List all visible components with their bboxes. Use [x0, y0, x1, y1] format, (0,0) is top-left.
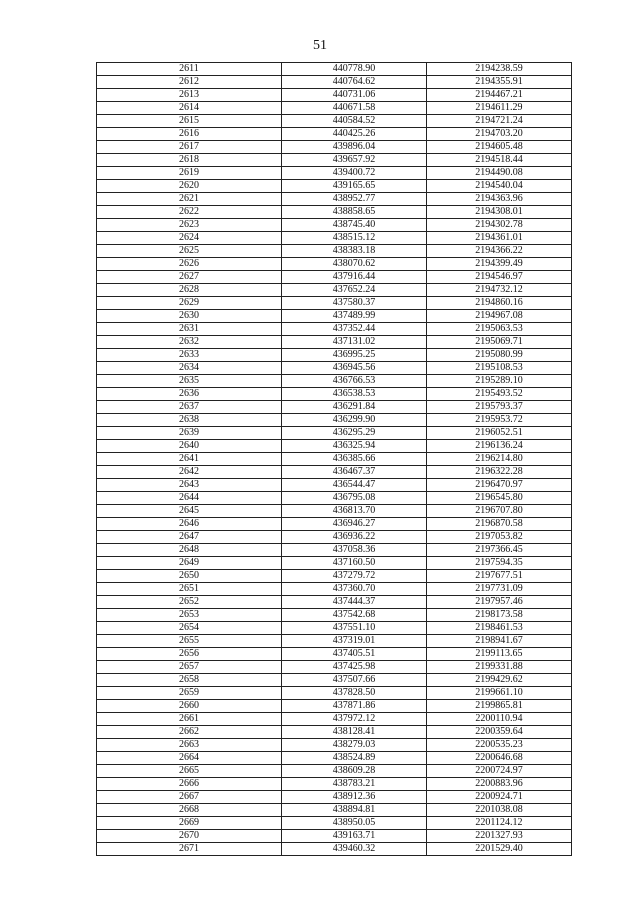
point-number-cell: 2659: [97, 687, 282, 700]
table-row: [97, 206, 572, 219]
point-number-cell: 2632: [97, 336, 282, 349]
table-row: [97, 128, 572, 141]
y-coordinate-cell: 2198941.67: [427, 635, 572, 648]
y-coordinate-cell: 2199865.81: [427, 700, 572, 713]
table-row: [97, 102, 572, 115]
x-coordinate-cell: 438609.28: [282, 765, 427, 778]
point-number-cell: 2656: [97, 648, 282, 661]
x-coordinate-cell: 437507.66: [282, 674, 427, 687]
point-number-cell: 2660: [97, 700, 282, 713]
y-coordinate-cell: 2196214.80: [427, 453, 572, 466]
y-coordinate-cell: 2194721.24: [427, 115, 572, 128]
table-row: [97, 700, 572, 713]
point-number-cell: 2650: [97, 570, 282, 583]
point-number-cell: 2613: [97, 89, 282, 102]
y-coordinate-cell: 2194366.22: [427, 245, 572, 258]
x-coordinate-cell: 436995.25: [282, 349, 427, 362]
y-coordinate-cell: 2196707.80: [427, 505, 572, 518]
y-coordinate-cell: 2200646.68: [427, 752, 572, 765]
table-row: [97, 531, 572, 544]
point-number-cell: 2641: [97, 453, 282, 466]
x-coordinate-cell: 437828.50: [282, 687, 427, 700]
x-coordinate-cell: 438524.89: [282, 752, 427, 765]
point-number-cell: 2669: [97, 817, 282, 830]
x-coordinate-cell: 437972.12: [282, 713, 427, 726]
x-coordinate-cell: 439165.65: [282, 180, 427, 193]
point-number-cell: 2624: [97, 232, 282, 245]
table-row: [97, 310, 572, 323]
x-coordinate-cell: 438279.03: [282, 739, 427, 752]
y-coordinate-cell: 2197731.09: [427, 583, 572, 596]
y-coordinate-cell: 2194546.97: [427, 271, 572, 284]
point-number-cell: 2626: [97, 258, 282, 271]
point-number-cell: 2651: [97, 583, 282, 596]
point-number-cell: 2631: [97, 323, 282, 336]
y-coordinate-cell: 2201124.12: [427, 817, 572, 830]
x-coordinate-cell: 436295.29: [282, 427, 427, 440]
table-row: [97, 518, 572, 531]
point-number-cell: 2639: [97, 427, 282, 440]
table-row: [97, 167, 572, 180]
x-coordinate-cell: 439460.32: [282, 843, 427, 856]
x-coordinate-cell: 437405.51: [282, 648, 427, 661]
point-number-cell: 2637: [97, 401, 282, 414]
point-number-cell: 2665: [97, 765, 282, 778]
table-row: [97, 713, 572, 726]
y-coordinate-cell: 2197053.82: [427, 531, 572, 544]
point-number-cell: 2623: [97, 219, 282, 232]
x-coordinate-cell: 438952.77: [282, 193, 427, 206]
y-coordinate-cell: 2194860.16: [427, 297, 572, 310]
point-number-cell: 2621: [97, 193, 282, 206]
table-row: [97, 583, 572, 596]
point-number-cell: 2612: [97, 76, 282, 89]
y-coordinate-cell: 2194308.01: [427, 206, 572, 219]
y-coordinate-cell: 2197677.51: [427, 570, 572, 583]
y-coordinate-cell: 2200924.71: [427, 791, 572, 804]
table-row: [97, 674, 572, 687]
point-number-cell: 2642: [97, 466, 282, 479]
table-row: [97, 635, 572, 648]
x-coordinate-cell: 437279.72: [282, 570, 427, 583]
table-row: [97, 414, 572, 427]
point-number-cell: 2620: [97, 180, 282, 193]
x-coordinate-cell: 437551.10: [282, 622, 427, 635]
y-coordinate-cell: 2195289.10: [427, 375, 572, 388]
y-coordinate-cell: 2201327.93: [427, 830, 572, 843]
table-row: [97, 258, 572, 271]
y-coordinate-cell: 2196470.97: [427, 479, 572, 492]
y-coordinate-cell: 2195069.71: [427, 336, 572, 349]
point-number-cell: 2640: [97, 440, 282, 453]
x-coordinate-cell: 438858.65: [282, 206, 427, 219]
x-coordinate-cell: 440778.90: [282, 63, 427, 76]
point-number-cell: 2652: [97, 596, 282, 609]
table-row: [97, 505, 572, 518]
x-coordinate-cell: 438383.18: [282, 245, 427, 258]
y-coordinate-cell: 2194238.59: [427, 63, 572, 76]
point-number-cell: 2629: [97, 297, 282, 310]
y-coordinate-cell: 2196545.80: [427, 492, 572, 505]
x-coordinate-cell: 437580.37: [282, 297, 427, 310]
y-coordinate-cell: 2196322.28: [427, 466, 572, 479]
table-row: [97, 401, 572, 414]
x-coordinate-cell: 439896.04: [282, 141, 427, 154]
x-coordinate-cell: 439657.92: [282, 154, 427, 167]
x-coordinate-cell: 436936.22: [282, 531, 427, 544]
x-coordinate-cell: 436291.84: [282, 401, 427, 414]
table-row: [97, 115, 572, 128]
point-number-cell: 2644: [97, 492, 282, 505]
point-number-cell: 2614: [97, 102, 282, 115]
table-row: [97, 219, 572, 232]
table-row: [97, 596, 572, 609]
x-coordinate-cell: 436385.66: [282, 453, 427, 466]
table-row: [97, 349, 572, 362]
y-coordinate-cell: 2198461.53: [427, 622, 572, 635]
x-coordinate-cell: 437360.70: [282, 583, 427, 596]
x-coordinate-cell: 440764.62: [282, 76, 427, 89]
x-coordinate-cell: 438912.36: [282, 791, 427, 804]
point-number-cell: 2616: [97, 128, 282, 141]
x-coordinate-cell: 440671.58: [282, 102, 427, 115]
table-row: [97, 739, 572, 752]
point-number-cell: 2630: [97, 310, 282, 323]
point-number-cell: 2619: [97, 167, 282, 180]
y-coordinate-cell: 2196052.51: [427, 427, 572, 440]
x-coordinate-cell: 436946.27: [282, 518, 427, 531]
point-number-cell: 2671: [97, 843, 282, 856]
table-row: [97, 440, 572, 453]
table-row: [97, 765, 572, 778]
x-coordinate-cell: 437425.98: [282, 661, 427, 674]
x-coordinate-cell: 437489.99: [282, 310, 427, 323]
table-row: [97, 479, 572, 492]
y-coordinate-cell: 2197594.35: [427, 557, 572, 570]
table-row: [97, 778, 572, 791]
point-number-cell: 2645: [97, 505, 282, 518]
y-coordinate-cell: 2200724.97: [427, 765, 572, 778]
y-coordinate-cell: 2199429.62: [427, 674, 572, 687]
point-number-cell: 2636: [97, 388, 282, 401]
y-coordinate-cell: 2194611.29: [427, 102, 572, 115]
table-row: [97, 427, 572, 440]
table-row: [97, 284, 572, 297]
point-number-cell: 2668: [97, 804, 282, 817]
y-coordinate-cell: 2194518.44: [427, 154, 572, 167]
y-coordinate-cell: 2194399.49: [427, 258, 572, 271]
table-row: [97, 544, 572, 557]
y-coordinate-cell: 2194703.20: [427, 128, 572, 141]
point-number-cell: 2627: [97, 271, 282, 284]
point-number-cell: 2615: [97, 115, 282, 128]
y-coordinate-cell: 2200359.64: [427, 726, 572, 739]
y-coordinate-cell: 2201529.40: [427, 843, 572, 856]
table-row: [97, 180, 572, 193]
y-coordinate-cell: 2200110.94: [427, 713, 572, 726]
table-row: [97, 804, 572, 817]
table-row: [97, 726, 572, 739]
y-coordinate-cell: 2194540.04: [427, 180, 572, 193]
x-coordinate-cell: 436467.37: [282, 466, 427, 479]
table-row: [97, 375, 572, 388]
x-coordinate-cell: 439163.71: [282, 830, 427, 843]
x-coordinate-cell: 437319.01: [282, 635, 427, 648]
y-coordinate-cell: 2199331.88: [427, 661, 572, 674]
table-row: [97, 752, 572, 765]
coordinates-table-body: [97, 63, 572, 856]
x-coordinate-cell: 437444.37: [282, 596, 427, 609]
table-row: [97, 687, 572, 700]
y-coordinate-cell: 2197366.45: [427, 544, 572, 557]
x-coordinate-cell: 437652.24: [282, 284, 427, 297]
x-coordinate-cell: 436325.94: [282, 440, 427, 453]
table-row: [97, 193, 572, 206]
x-coordinate-cell: 436813.70: [282, 505, 427, 518]
point-number-cell: 2661: [97, 713, 282, 726]
point-number-cell: 2638: [97, 414, 282, 427]
point-number-cell: 2667: [97, 791, 282, 804]
table-row: [97, 817, 572, 830]
y-coordinate-cell: 2194467.21: [427, 89, 572, 102]
table-row: [97, 388, 572, 401]
table-row: [97, 154, 572, 167]
y-coordinate-cell: 2199113.65: [427, 648, 572, 661]
y-coordinate-cell: 2194732.12: [427, 284, 572, 297]
point-number-cell: 2617: [97, 141, 282, 154]
x-coordinate-cell: 438745.40: [282, 219, 427, 232]
x-coordinate-cell: 437871.86: [282, 700, 427, 713]
point-number-cell: 2670: [97, 830, 282, 843]
x-coordinate-cell: 440731.06: [282, 89, 427, 102]
point-number-cell: 2646: [97, 518, 282, 531]
y-coordinate-cell: 2196870.58: [427, 518, 572, 531]
point-number-cell: 2625: [97, 245, 282, 258]
point-number-cell: 2663: [97, 739, 282, 752]
x-coordinate-cell: 440425.26: [282, 128, 427, 141]
point-number-cell: 2655: [97, 635, 282, 648]
y-coordinate-cell: 2194605.48: [427, 141, 572, 154]
x-coordinate-cell: 437131.02: [282, 336, 427, 349]
y-coordinate-cell: 2195108.53: [427, 362, 572, 375]
table-row: [97, 830, 572, 843]
x-coordinate-cell: 436544.47: [282, 479, 427, 492]
x-coordinate-cell: 437058.36: [282, 544, 427, 557]
y-coordinate-cell: 2195793.37: [427, 401, 572, 414]
point-number-cell: 2648: [97, 544, 282, 557]
x-coordinate-cell: 439400.72: [282, 167, 427, 180]
point-number-cell: 2649: [97, 557, 282, 570]
table-row: [97, 492, 572, 505]
x-coordinate-cell: 437160.50: [282, 557, 427, 570]
table-row: [97, 141, 572, 154]
point-number-cell: 2635: [97, 375, 282, 388]
table-row: [97, 609, 572, 622]
y-coordinate-cell: 2198173.58: [427, 609, 572, 622]
table-row: [97, 557, 572, 570]
y-coordinate-cell: 2194355.91: [427, 76, 572, 89]
x-coordinate-cell: 438515.12: [282, 232, 427, 245]
x-coordinate-cell: 436945.56: [282, 362, 427, 375]
point-number-cell: 2633: [97, 349, 282, 362]
y-coordinate-cell: 2194490.08: [427, 167, 572, 180]
point-number-cell: 2611: [97, 63, 282, 76]
point-number-cell: 2666: [97, 778, 282, 791]
point-number-cell: 2618: [97, 154, 282, 167]
x-coordinate-cell: 438128.41: [282, 726, 427, 739]
table-row: [97, 271, 572, 284]
table-row: [97, 466, 572, 479]
coordinates-table: [96, 62, 572, 856]
point-number-cell: 2664: [97, 752, 282, 765]
point-number-cell: 2662: [97, 726, 282, 739]
table-row: [97, 453, 572, 466]
y-coordinate-cell: 2195493.52: [427, 388, 572, 401]
x-coordinate-cell: 437352.44: [282, 323, 427, 336]
table-row: [97, 843, 572, 856]
table-row: [97, 76, 572, 89]
x-coordinate-cell: 438894.81: [282, 804, 427, 817]
table-row: [97, 362, 572, 375]
point-number-cell: 2634: [97, 362, 282, 375]
x-coordinate-cell: 438070.62: [282, 258, 427, 271]
point-number-cell: 2658: [97, 674, 282, 687]
y-coordinate-cell: 2194302.78: [427, 219, 572, 232]
table-row: [97, 232, 572, 245]
point-number-cell: 2657: [97, 661, 282, 674]
x-coordinate-cell: 437916.44: [282, 271, 427, 284]
table-row: [97, 336, 572, 349]
y-coordinate-cell: 2199661.10: [427, 687, 572, 700]
table-row: [97, 323, 572, 336]
y-coordinate-cell: 2194361.01: [427, 232, 572, 245]
y-coordinate-cell: 2195953.72: [427, 414, 572, 427]
x-coordinate-cell: 436538.53: [282, 388, 427, 401]
point-number-cell: 2647: [97, 531, 282, 544]
x-coordinate-cell: 437542.68: [282, 609, 427, 622]
page-number: 51: [313, 38, 327, 53]
table-row: [97, 297, 572, 310]
point-number-cell: 2628: [97, 284, 282, 297]
y-coordinate-cell: 2194363.96: [427, 193, 572, 206]
x-coordinate-cell: 436795.08: [282, 492, 427, 505]
y-coordinate-cell: 2195080.99: [427, 349, 572, 362]
x-coordinate-cell: 436299.90: [282, 414, 427, 427]
table-row: [97, 63, 572, 76]
x-coordinate-cell: 438950.05: [282, 817, 427, 830]
table-row: [97, 570, 572, 583]
y-coordinate-cell: 2197957.46: [427, 596, 572, 609]
x-coordinate-cell: 438783.21: [282, 778, 427, 791]
y-coordinate-cell: 2200883.96: [427, 778, 572, 791]
point-number-cell: 2643: [97, 479, 282, 492]
y-coordinate-cell: 2196136.24: [427, 440, 572, 453]
point-number-cell: 2654: [97, 622, 282, 635]
y-coordinate-cell: 2200535.23: [427, 739, 572, 752]
point-number-cell: 2653: [97, 609, 282, 622]
table-row: [97, 791, 572, 804]
table-row: [97, 89, 572, 102]
x-coordinate-cell: 436766.53: [282, 375, 427, 388]
point-number-cell: 2622: [97, 206, 282, 219]
y-coordinate-cell: 2194967.08: [427, 310, 572, 323]
table-row: [97, 661, 572, 674]
table-row: [97, 648, 572, 661]
y-coordinate-cell: 2201038.08: [427, 804, 572, 817]
table-row: [97, 245, 572, 258]
x-coordinate-cell: 440584.52: [282, 115, 427, 128]
table-row: [97, 622, 572, 635]
y-coordinate-cell: 2195063.53: [427, 323, 572, 336]
